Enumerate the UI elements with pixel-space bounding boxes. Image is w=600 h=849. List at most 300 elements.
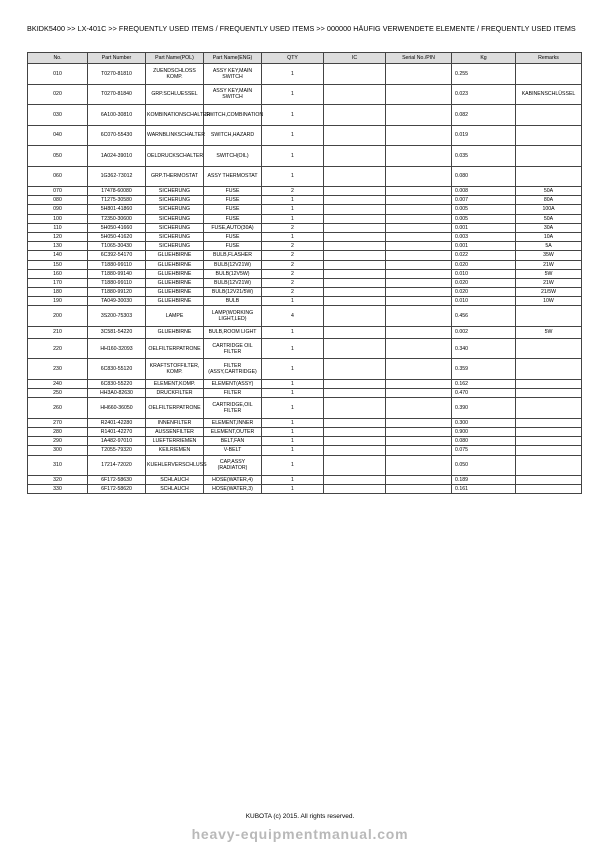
cell-remarks: 30A [516, 223, 582, 232]
cell-serial [386, 476, 452, 485]
cell-part-number: T0270-81840 [88, 84, 146, 105]
cell-no: 140 [28, 251, 88, 260]
table-row [28, 455, 582, 476]
cell-part-name-eng: FUSE,AUTO(30A) [204, 223, 262, 232]
cell-serial [386, 260, 452, 269]
cell-part-name-pol: SICHERUNG [146, 196, 204, 205]
table-row [28, 379, 582, 388]
table-row [28, 428, 582, 437]
cell-remarks: KABINENSCHLÜSSEL [516, 84, 582, 105]
cell-part-name-eng: SWITCH(OIL) [204, 146, 262, 167]
cell-part-number: HH3A0-82630 [88, 389, 146, 398]
cell-part-number: 1G362-73012 [88, 166, 146, 187]
cell-no: 030 [28, 105, 88, 126]
table-row [28, 125, 582, 146]
cell-ic [324, 428, 386, 437]
cell-part-name-eng: ASSY KEY,MAIN SWITCH [204, 64, 262, 85]
cell-kg: 0.075 [452, 446, 516, 455]
cell-part-name-pol: AUSSENFILTER [146, 428, 204, 437]
cell-ic [324, 269, 386, 278]
table-row [28, 146, 582, 167]
cell-part-number: T2350-30600 [88, 214, 146, 223]
cell-qty: 2 [262, 251, 324, 260]
cell-part-number: T1880-99120 [88, 288, 146, 297]
cell-remarks [516, 125, 582, 146]
cell-part-number: TA049-30030 [88, 297, 146, 306]
cell-no: 270 [28, 418, 88, 427]
cell-part-name-pol: LUEFTERRIEMEN [146, 437, 204, 446]
cell-ic [324, 398, 386, 419]
cell-no: 170 [28, 278, 88, 287]
cell-part-number: 17214-72020 [88, 455, 146, 476]
table-row [28, 260, 582, 269]
cell-part-number: 17478-60080 [88, 187, 146, 196]
cell-kg: 0.080 [452, 166, 516, 187]
cell-part-name-eng: BELT,FAN [204, 437, 262, 446]
cell-part-name-pol: SICHERUNG [146, 232, 204, 241]
cell-remarks [516, 379, 582, 388]
cell-qty: 1 [262, 166, 324, 187]
cell-qty: 1 [262, 125, 324, 146]
cell-remarks [516, 437, 582, 446]
cell-part-name-eng: FUSE [204, 214, 262, 223]
cell-ic [324, 260, 386, 269]
cell-qty: 1 [262, 446, 324, 455]
table-row [28, 64, 582, 85]
cell-ic [324, 205, 386, 214]
cell-remarks [516, 476, 582, 485]
cell-remarks [516, 398, 582, 419]
cell-serial [386, 196, 452, 205]
cell-no: 260 [28, 398, 88, 419]
cell-qty: 2 [262, 260, 324, 269]
cell-serial [386, 146, 452, 167]
cell-kg: 0.022 [452, 251, 516, 260]
cell-part-number: R1401-42270 [88, 428, 146, 437]
cell-serial [386, 125, 452, 146]
table-row [28, 389, 582, 398]
cell-no: 160 [28, 269, 88, 278]
table-row [28, 306, 582, 327]
cell-part-name-pol: GLUEHBIRNE [146, 251, 204, 260]
cell-part-number: T1880-99140 [88, 269, 146, 278]
cell-part-number: 3S200-75303 [88, 306, 146, 327]
table-row [28, 269, 582, 278]
cell-no: 230 [28, 359, 88, 380]
cell-kg: 0.005 [452, 205, 516, 214]
cell-remarks: 80A [516, 196, 582, 205]
cell-kg: 0.020 [452, 260, 516, 269]
cell-part-name-eng: FUSE [204, 187, 262, 196]
cell-qty: 2 [262, 223, 324, 232]
cell-part-name-eng: SWITCH,COMBINATION [204, 105, 262, 126]
watermark: heavy-equipmentmanual.com [191, 826, 409, 842]
cell-part-number: T0270-81810 [88, 64, 146, 85]
cell-no: 180 [28, 288, 88, 297]
column-header-part-number: Part Number [88, 53, 146, 64]
cell-serial [386, 64, 452, 85]
cell-part-name-pol: OELDRUCKSCHALTER [146, 146, 204, 167]
cell-no: 330 [28, 485, 88, 494]
table-row [28, 288, 582, 297]
cell-part-name-pol: KUEHLERVERSCHLUSS [146, 455, 204, 476]
cell-no: 150 [28, 260, 88, 269]
cell-part-name-eng: BULB(12V5W) [204, 269, 262, 278]
cell-part-name-pol: ELEMENT,KOMP. [146, 379, 204, 388]
cell-ic [324, 84, 386, 105]
cell-serial [386, 455, 452, 476]
cell-part-name-pol: OELFILTERPATRONE [146, 338, 204, 359]
cell-no: 320 [28, 476, 88, 485]
table-row [28, 166, 582, 187]
cell-qty: 2 [262, 187, 324, 196]
cell-qty: 1 [262, 105, 324, 126]
cell-kg: 0.001 [452, 242, 516, 251]
cell-ic [324, 146, 386, 167]
page-header: BKIDK5400 >> LX-401C >> FREQUENTLY USED ITEMS / FREQUENTLY USED ITEMS >> 000000 HÄUFIG VERWENDETE ELEMENTE / FREQUENTLY USED ITEMS [27, 24, 576, 33]
cell-serial [386, 418, 452, 427]
cell-part-number: 3C581-54220 [88, 326, 146, 338]
cell-serial [386, 437, 452, 446]
cell-qty: 1 [262, 205, 324, 214]
cell-serial [386, 269, 452, 278]
cell-remarks [516, 306, 582, 327]
column-header-remarks: Remarks [516, 53, 582, 64]
cell-qty: 1 [262, 437, 324, 446]
cell-serial [386, 166, 452, 187]
cell-ic [324, 485, 386, 494]
cell-remarks [516, 105, 582, 126]
cell-part-number: 6C392-54170 [88, 251, 146, 260]
table-body [28, 64, 582, 494]
cell-serial [386, 398, 452, 419]
cell-part-name-pol: KEILRIEMEN [146, 446, 204, 455]
cell-ic [324, 446, 386, 455]
cell-no: 110 [28, 223, 88, 232]
cell-remarks: 50A [516, 214, 582, 223]
cell-ic [324, 437, 386, 446]
cell-kg: 0.161 [452, 485, 516, 494]
cell-part-name-eng: BULB(12V21/5W) [204, 288, 262, 297]
cell-serial [386, 105, 452, 126]
cell-kg: 0.390 [452, 398, 516, 419]
cell-kg: 0.900 [452, 428, 516, 437]
cell-no: 240 [28, 379, 88, 388]
cell-part-name-eng: BULB [204, 297, 262, 306]
cell-no: 080 [28, 196, 88, 205]
cell-part-name-eng: HOSE(WATER,3) [204, 485, 262, 494]
cell-qty: 1 [262, 359, 324, 380]
cell-serial [386, 232, 452, 241]
cell-part-name-eng: CARTRIDGE OIL FILTER [204, 338, 262, 359]
cell-kg: 0.255 [452, 64, 516, 85]
table-row [28, 232, 582, 241]
cell-ic [324, 306, 386, 327]
cell-ic [324, 223, 386, 232]
cell-ic [324, 379, 386, 388]
cell-serial [386, 242, 452, 251]
table-row [28, 214, 582, 223]
cell-remarks [516, 359, 582, 380]
cell-ic [324, 455, 386, 476]
cell-part-name-eng: CAP,ASSY (RADIATOR) [204, 455, 262, 476]
cell-remarks [516, 446, 582, 455]
cell-ic [324, 359, 386, 380]
cell-kg: 0.019 [452, 125, 516, 146]
table-row [28, 326, 582, 338]
cell-remarks [516, 428, 582, 437]
table-row [28, 223, 582, 232]
cell-part-name-pol: GLUEHBIRNE [146, 288, 204, 297]
cell-part-name-pol: SCHLAUCH [146, 485, 204, 494]
cell-ic [324, 214, 386, 223]
cell-part-number: 1A482-97010 [88, 437, 146, 446]
cell-part-name-eng: ELEMENT,OUTER [204, 428, 262, 437]
table-row [28, 418, 582, 427]
cell-part-name-eng: FUSE [204, 205, 262, 214]
cell-no: 290 [28, 437, 88, 446]
cell-ic [324, 64, 386, 85]
cell-qty: 1 [262, 232, 324, 241]
parts-table [27, 52, 582, 494]
cell-ic [324, 297, 386, 306]
cell-part-name-pol: INNENFILTER [146, 418, 204, 427]
cell-part-name-pol: SICHERUNG [146, 223, 204, 232]
cell-kg: 0.470 [452, 389, 516, 398]
cell-part-name-pol: SICHERUNG [146, 205, 204, 214]
cell-serial [386, 187, 452, 196]
cell-ic [324, 278, 386, 287]
cell-qty: 1 [262, 196, 324, 205]
cell-kg: 0.003 [452, 232, 516, 241]
cell-part-number: 6F172-58630 [88, 476, 146, 485]
cell-part-name-pol: SCHLAUCH [146, 476, 204, 485]
table-row [28, 251, 582, 260]
cell-remarks [516, 166, 582, 187]
cell-qty: 1 [262, 418, 324, 427]
table-row [28, 437, 582, 446]
cell-qty: 1 [262, 84, 324, 105]
cell-kg: 0.162 [452, 379, 516, 388]
cell-serial [386, 359, 452, 380]
cell-remarks: 10W [516, 297, 582, 306]
cell-part-number: HH160-32093 [88, 338, 146, 359]
cell-kg: 0.189 [452, 476, 516, 485]
cell-remarks [516, 338, 582, 359]
cell-no: 060 [28, 166, 88, 187]
cell-part-name-eng: ELEMENT,INNER [204, 418, 262, 427]
cell-ic [324, 418, 386, 427]
cell-part-name-eng: FUSE [204, 196, 262, 205]
cell-remarks [516, 64, 582, 85]
cell-qty: 1 [262, 379, 324, 388]
cell-ic [324, 338, 386, 359]
cell-serial [386, 379, 452, 388]
cell-part-name-eng: FILTER (ASSY,CARTRIDGE) [204, 359, 262, 380]
cell-kg: 0.020 [452, 288, 516, 297]
cell-kg: 0.005 [452, 214, 516, 223]
cell-part-name-pol: KOMBINATIONSCHALTER [146, 105, 204, 126]
cell-part-name-pol: GRP.THERMOSTAT [146, 166, 204, 187]
cell-serial [386, 485, 452, 494]
cell-ic [324, 476, 386, 485]
cell-kg: 0.050 [452, 455, 516, 476]
cell-kg: 0.080 [452, 437, 516, 446]
cell-remarks [516, 455, 582, 476]
cell-remarks: 5A [516, 242, 582, 251]
cell-part-number: 5H050-41660 [88, 223, 146, 232]
cell-part-name-eng: FILTER [204, 389, 262, 398]
cell-part-number: 6C070-55430 [88, 125, 146, 146]
cell-part-number: T2055-79320 [88, 446, 146, 455]
table-row [28, 105, 582, 126]
cell-serial [386, 389, 452, 398]
cell-part-name-eng: HOSE(WATER,4) [204, 476, 262, 485]
cell-ic [324, 105, 386, 126]
cell-part-name-pol: GLUEHBIRNE [146, 278, 204, 287]
table-row [28, 278, 582, 287]
cell-part-name-pol: WARNBLINKSCHALTER [146, 125, 204, 146]
cell-no: 190 [28, 297, 88, 306]
cell-no: 120 [28, 232, 88, 241]
copyright-footer: KUBOTA (c) 2015. All rights reserved. [245, 813, 355, 820]
cell-ic [324, 326, 386, 338]
cell-remarks [516, 418, 582, 427]
column-header-part-name-eng: Part Name(ENG) [204, 53, 262, 64]
cell-kg: 0.020 [452, 278, 516, 287]
cell-remarks: 21W [516, 260, 582, 269]
cell-part-name-pol: GLUEHBIRNE [146, 326, 204, 338]
table-row [28, 359, 582, 380]
cell-part-name-eng: ASSY THERMOSTAT [204, 166, 262, 187]
cell-remarks: 100A [516, 205, 582, 214]
cell-remarks: 21/5W [516, 288, 582, 297]
cell-no: 310 [28, 455, 88, 476]
cell-qty: 2 [262, 288, 324, 297]
cell-qty: 1 [262, 428, 324, 437]
cell-qty: 2 [262, 278, 324, 287]
cell-serial [386, 306, 452, 327]
cell-no: 300 [28, 446, 88, 455]
cell-part-name-pol: GLUEHBIRNE [146, 260, 204, 269]
cell-part-name-pol: KRAFTSTOFFILTER, KOMP. [146, 359, 204, 380]
cell-qty: 1 [262, 338, 324, 359]
table-row [28, 398, 582, 419]
cell-remarks: 35W [516, 251, 582, 260]
cell-qty: 1 [262, 476, 324, 485]
column-header-qty: QTY [262, 53, 324, 64]
cell-qty: 1 [262, 146, 324, 167]
cell-kg: 0.023 [452, 84, 516, 105]
cell-no: 250 [28, 389, 88, 398]
cell-qty: 1 [262, 214, 324, 223]
cell-part-number: 5H801-41860 [88, 205, 146, 214]
cell-part-number: HH660-36050 [88, 398, 146, 419]
cell-part-name-eng: BULB(12V21W) [204, 260, 262, 269]
cell-kg: 0.300 [452, 418, 516, 427]
cell-part-number: T1880-99110 [88, 260, 146, 269]
cell-kg: 0.002 [452, 326, 516, 338]
cell-serial [386, 223, 452, 232]
cell-part-name-pol: LAMPE [146, 306, 204, 327]
cell-no: 210 [28, 326, 88, 338]
table-row [28, 338, 582, 359]
cell-serial [386, 251, 452, 260]
cell-remarks: 21W [516, 278, 582, 287]
cell-part-name-eng: FUSE [204, 242, 262, 251]
cell-remarks [516, 146, 582, 167]
table-row [28, 446, 582, 455]
table-row [28, 476, 582, 485]
cell-qty: 1 [262, 455, 324, 476]
cell-no: 100 [28, 214, 88, 223]
cell-serial [386, 428, 452, 437]
cell-remarks [516, 485, 582, 494]
cell-part-number: 6C830-55120 [88, 359, 146, 380]
cell-part-name-eng: BULB,ROOM LIGHT [204, 326, 262, 338]
cell-part-name-pol: SICHERUNG [146, 242, 204, 251]
cell-serial [386, 297, 452, 306]
cell-serial [386, 338, 452, 359]
cell-ic [324, 166, 386, 187]
table-row [28, 205, 582, 214]
cell-serial [386, 84, 452, 105]
column-header-part-name-pol: Part Name(POL) [146, 53, 204, 64]
cell-qty: 1 [262, 485, 324, 494]
cell-kg: 0.001 [452, 223, 516, 232]
cell-ic [324, 389, 386, 398]
cell-remarks: 50A [516, 187, 582, 196]
cell-no: 020 [28, 84, 88, 105]
cell-part-number: T1275-30580 [88, 196, 146, 205]
cell-part-name-pol: GRP.SCHLUESSEL [146, 84, 204, 105]
cell-part-number: R2401-42280 [88, 418, 146, 427]
cell-part-name-pol: SICHERUNG [146, 214, 204, 223]
cell-no: 200 [28, 306, 88, 327]
cell-part-name-eng: SWITCH,HAZARD [204, 125, 262, 146]
cell-part-name-eng: LAMP(WORKING LIGHT,LED) [204, 306, 262, 327]
cell-part-number: T1065-30430 [88, 242, 146, 251]
cell-kg: 0.010 [452, 297, 516, 306]
cell-kg: 0.456 [452, 306, 516, 327]
cell-part-number: 1A024-39010 [88, 146, 146, 167]
cell-no: 220 [28, 338, 88, 359]
cell-part-name-eng: FUSE [204, 232, 262, 241]
cell-part-name-eng: ASSY KEY,MAIN SWITCH [204, 84, 262, 105]
cell-remarks [516, 389, 582, 398]
table-row [28, 297, 582, 306]
cell-kg: 0.010 [452, 269, 516, 278]
cell-ic [324, 196, 386, 205]
cell-no: 010 [28, 64, 88, 85]
cell-qty: 2 [262, 269, 324, 278]
cell-part-number: 6F172-58620 [88, 485, 146, 494]
table-row [28, 84, 582, 105]
cell-no: 050 [28, 146, 88, 167]
cell-no: 130 [28, 242, 88, 251]
cell-ic [324, 232, 386, 241]
cell-ic [324, 125, 386, 146]
cell-serial [386, 205, 452, 214]
cell-part-name-eng: BULB,FLASHER [204, 251, 262, 260]
column-header-no: No. [28, 53, 88, 64]
cell-qty: 1 [262, 64, 324, 85]
cell-part-name-eng: V-BELT [204, 446, 262, 455]
cell-serial [386, 278, 452, 287]
table-row [28, 196, 582, 205]
cell-part-number: 5H050-41620 [88, 232, 146, 241]
cell-qty: 1 [262, 398, 324, 419]
